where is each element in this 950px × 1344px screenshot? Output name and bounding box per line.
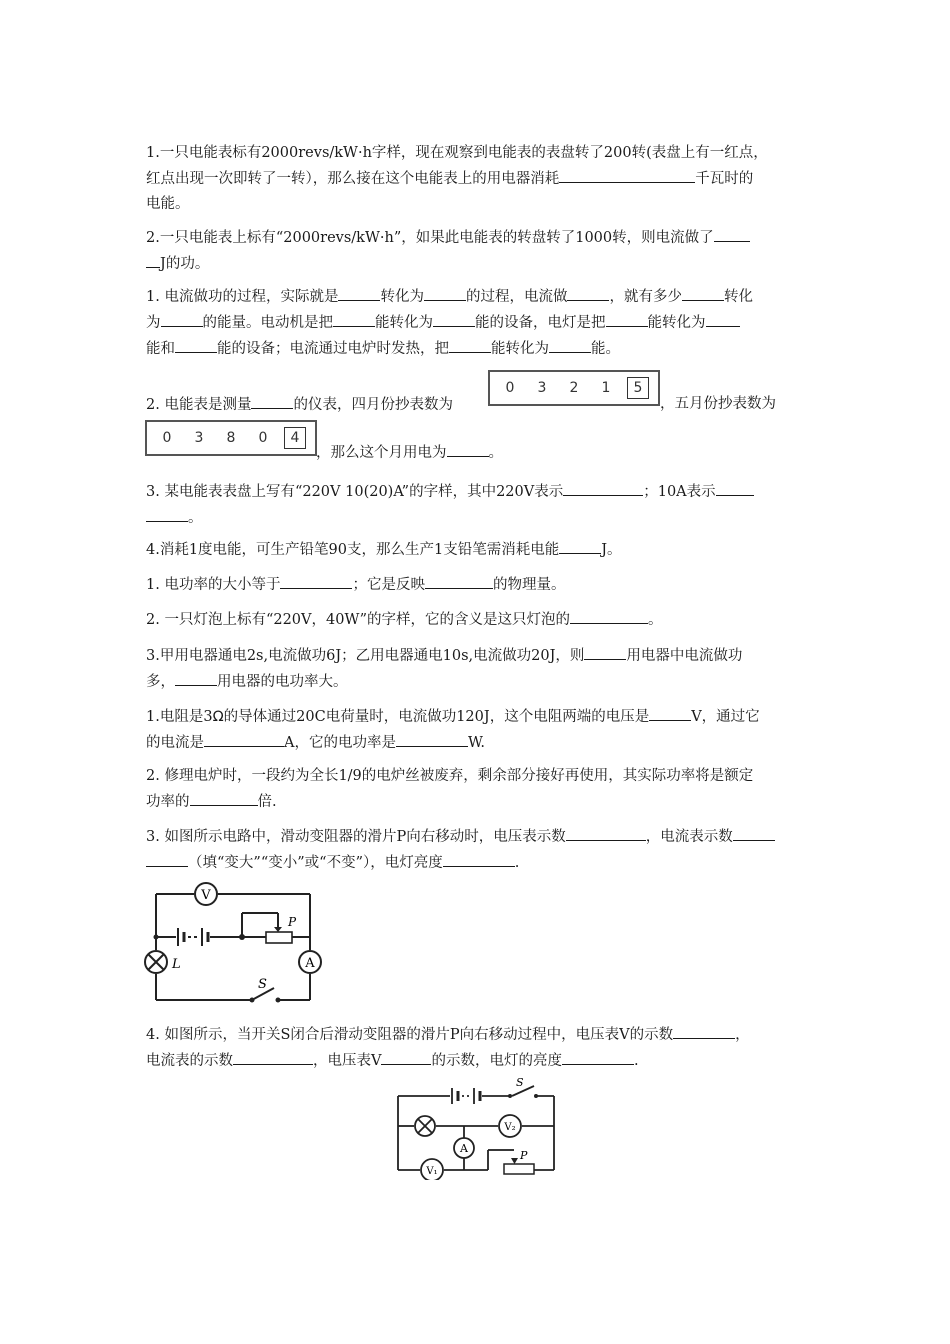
circuit-diagram-2 xyxy=(388,1076,560,1180)
answer-blank[interactable] xyxy=(449,336,491,353)
answer-blank[interactable] xyxy=(146,850,188,867)
q3c-text: 多， xyxy=(146,674,175,690)
meter-digit: 3 xyxy=(194,430,204,446)
question-1c xyxy=(146,572,810,598)
meter-digit: 1 xyxy=(601,380,611,396)
answer-blank[interactable] xyxy=(606,310,648,327)
meter-digit: 0 xyxy=(505,380,515,396)
q3c-text: 用电器的电功率大。 xyxy=(217,674,348,690)
q3b-text: 3. 某电能表表盘上写有“220V 10(20)A”的字样，其中220V表示 xyxy=(146,484,564,500)
answer-blank[interactable] xyxy=(396,730,468,747)
question-1a xyxy=(146,141,810,217)
answer-blank[interactable] xyxy=(190,789,258,806)
question-3b xyxy=(146,479,810,531)
question-2b-end xyxy=(316,440,616,466)
q1b-text: 的过程，电流做 xyxy=(465,289,568,305)
meter-digit-decimal xyxy=(622,375,654,401)
question-2a xyxy=(146,225,810,277)
q1b-text: 能转化为 xyxy=(375,315,433,331)
answer-blank[interactable] xyxy=(649,704,691,721)
q1b-text: 能的设备；电流通过电炉时发热，把 xyxy=(217,341,449,357)
answer-blank[interactable] xyxy=(563,479,643,496)
switch-label: S xyxy=(258,977,267,992)
omega-symbol: Ω xyxy=(212,709,224,725)
question-2b-cont xyxy=(660,392,820,417)
slider-label: P xyxy=(520,1149,528,1162)
meter-reading-may xyxy=(145,420,317,456)
q1a-line2: 红点出现一次即转了一转），那么接在这个电能表上的用电器消耗 xyxy=(146,171,560,187)
answer-blank[interactable] xyxy=(280,572,352,589)
answer-blank[interactable] xyxy=(333,310,375,327)
q2b-text: 。 xyxy=(488,445,503,461)
answer-blank[interactable] xyxy=(381,1048,431,1065)
q2c-text: 。 xyxy=(648,612,663,628)
q1b-text: 能转化为 xyxy=(647,315,706,331)
q1d-text: V，通过它 xyxy=(691,709,760,725)
q1b-text: 为 xyxy=(146,315,161,331)
question-3c xyxy=(146,643,810,695)
q3c-text: 3.甲用电器通电2s,电流做功6J；乙用电器通电10s,电流做功20J，则 xyxy=(146,648,585,664)
q2c-text: 2. 一只灯泡上标有“220V，40W”的字样，它的含义是这只灯泡的 xyxy=(146,612,571,628)
q2a-line2: J的功。 xyxy=(160,256,210,272)
question-4b xyxy=(146,537,810,563)
q1b-text: 转化为 xyxy=(380,289,424,305)
answer-blank[interactable] xyxy=(175,336,217,353)
answer-blank[interactable] xyxy=(706,310,740,327)
q1a-line2-end: 千瓦时的 xyxy=(695,171,754,187)
voltmeter-v2-label: V₂ xyxy=(504,1122,516,1133)
answer-blank[interactable] xyxy=(175,669,217,686)
question-3d xyxy=(146,824,810,876)
q4d-text: 电流表的示数 xyxy=(146,1053,233,1069)
q4b-text: J。 xyxy=(601,542,622,558)
q1b-text: 转化 xyxy=(723,289,753,305)
q3b-text: ；10A表示 xyxy=(643,484,716,500)
meter-digit: 0 xyxy=(258,430,268,446)
meter-digit: 3 xyxy=(537,380,547,396)
q2b-text: 2. 电能表是测量 xyxy=(146,397,252,413)
answer-blank[interactable] xyxy=(673,1022,735,1039)
q1b-text: 能。 xyxy=(591,341,620,357)
q1d-text: 的导体通过20C电荷量时，电流做功120J，这个电阻两端的电压是 xyxy=(223,709,650,725)
q3b-text: 。 xyxy=(188,510,203,526)
question-2c xyxy=(146,607,810,633)
answer-blank[interactable] xyxy=(433,310,475,327)
meter-reading-april xyxy=(488,370,660,406)
answer-blank[interactable] xyxy=(549,336,591,353)
answer-blank[interactable] xyxy=(425,572,493,589)
q4d-text: 4. 如图所示，当开关S闭合后滑动变阻器的滑片P向右移动过程中，电压表V的示数 xyxy=(146,1027,674,1043)
ammeter-label: A xyxy=(460,1142,468,1155)
answer-blank[interactable] xyxy=(682,284,724,301)
answer-blank[interactable] xyxy=(559,537,601,554)
meter-digit-decimal xyxy=(279,425,311,451)
q3d-text: （填“变大”“变小”或“不变”），电灯亮度 xyxy=(188,855,443,871)
q3d-text: 3. 如图所示电路中，滑动变阻器的滑片P向右移动时，电压表示数 xyxy=(146,829,566,845)
q4b-text: 4.消耗1度电能，可生产铅笔90支，那么生产1支铅笔需消耗电能 xyxy=(146,542,560,558)
meter-digit: 2 xyxy=(569,380,579,396)
meter-digit: 8 xyxy=(226,430,236,446)
question-2d xyxy=(146,764,810,815)
q1b-text: 能的设备，电灯是把 xyxy=(475,315,606,331)
q3d-text: ，电流表示数 xyxy=(645,829,733,845)
question-4d xyxy=(146,1022,810,1074)
meter-digit: 4 xyxy=(284,427,306,449)
answer-blank[interactable] xyxy=(251,392,293,409)
q1d-text: A，它的电功率是 xyxy=(284,735,396,751)
q3c-text: 用电器中电流做功 xyxy=(626,648,743,664)
q1d-text: W. xyxy=(467,735,485,751)
q1b-text: 能和 xyxy=(146,341,175,357)
q1a-line1: 1.一只电能表标有2000revs/kW·h字样，现在观察到电能表的表盘转了200转(表盘上有一红点， xyxy=(146,145,768,161)
q1c-text: 的物理量。 xyxy=(492,577,566,593)
voltmeter-v1-label: V₁ xyxy=(426,1166,438,1177)
q4d-text: 的示数，电灯的亮度 xyxy=(431,1053,562,1069)
q2b-text: ，那么这个月用电为 xyxy=(316,445,447,461)
q2d-text: 倍. xyxy=(257,794,277,810)
answer-blank[interactable] xyxy=(146,251,160,268)
answer-blank[interactable] xyxy=(566,824,646,841)
meter-digit: 0 xyxy=(162,430,172,446)
answer-blank[interactable] xyxy=(570,607,648,624)
q4d-text: ，电压表V xyxy=(313,1053,382,1069)
answer-blank[interactable] xyxy=(584,643,626,660)
answer-blank[interactable] xyxy=(443,850,515,867)
q1a-line3: 电能。 xyxy=(146,196,190,212)
answer-blank[interactable] xyxy=(146,505,188,522)
meter-digit: 5 xyxy=(627,377,649,399)
answer-blank[interactable] xyxy=(424,284,466,301)
q1d-text: 1.电阻是3 xyxy=(146,709,213,725)
q1b-text: 的能量。电动机是把 xyxy=(202,315,333,331)
answer-blank[interactable] xyxy=(447,440,489,457)
circuit-diagram-1 xyxy=(142,880,332,1008)
q1b-text: ，就有多少 xyxy=(609,289,682,305)
q2d-text: 功率的 xyxy=(146,794,190,810)
q1c-text: 1. 电功率的大小等于 xyxy=(146,577,281,593)
slider-label: P xyxy=(288,915,297,929)
ammeter-label: A xyxy=(305,956,315,971)
answer-blank[interactable] xyxy=(733,824,775,841)
q1b-text: 能转化为 xyxy=(491,341,549,357)
voltmeter-label: V xyxy=(201,888,211,903)
switch-label: S xyxy=(516,1076,524,1089)
q1d-text: 的电流是 xyxy=(146,735,204,751)
q2b-text: 的仪表，四月份抄表数为 xyxy=(293,397,453,413)
answer-blank[interactable] xyxy=(567,284,609,301)
q4d-text: . xyxy=(633,1053,639,1069)
q2a-line1: 2.一只电能表上标有“2000revs/kW·h”，如果此电能表的转盘转了1000转，则电流做了 xyxy=(146,230,714,246)
q3d-text: . xyxy=(514,855,520,871)
question-1b xyxy=(146,284,810,362)
answer-blank[interactable] xyxy=(161,310,203,327)
answer-blank[interactable] xyxy=(562,1048,634,1065)
q1c-text: ；它是反映 xyxy=(352,577,425,593)
question-1d xyxy=(146,704,810,756)
answer-blank[interactable] xyxy=(559,166,695,183)
q2d-text: 2. 修理电炉时，一段约为全长1/9的电炉丝被废弃，剩余部分接好再使用，其实际功率将是额定 xyxy=(146,768,754,784)
q4d-text: ， xyxy=(735,1027,750,1043)
answer-blank[interactable] xyxy=(204,730,284,747)
answer-blank[interactable] xyxy=(714,225,750,242)
q1b-text: 1. 电流做功的过程，实际就是 xyxy=(146,289,339,305)
answer-blank[interactable] xyxy=(716,479,754,496)
answer-blank[interactable] xyxy=(233,1048,313,1065)
lamp-label: L xyxy=(172,957,181,972)
answer-blank[interactable] xyxy=(338,284,380,301)
q2b-text: ，五月份抄表数为 xyxy=(660,396,776,412)
